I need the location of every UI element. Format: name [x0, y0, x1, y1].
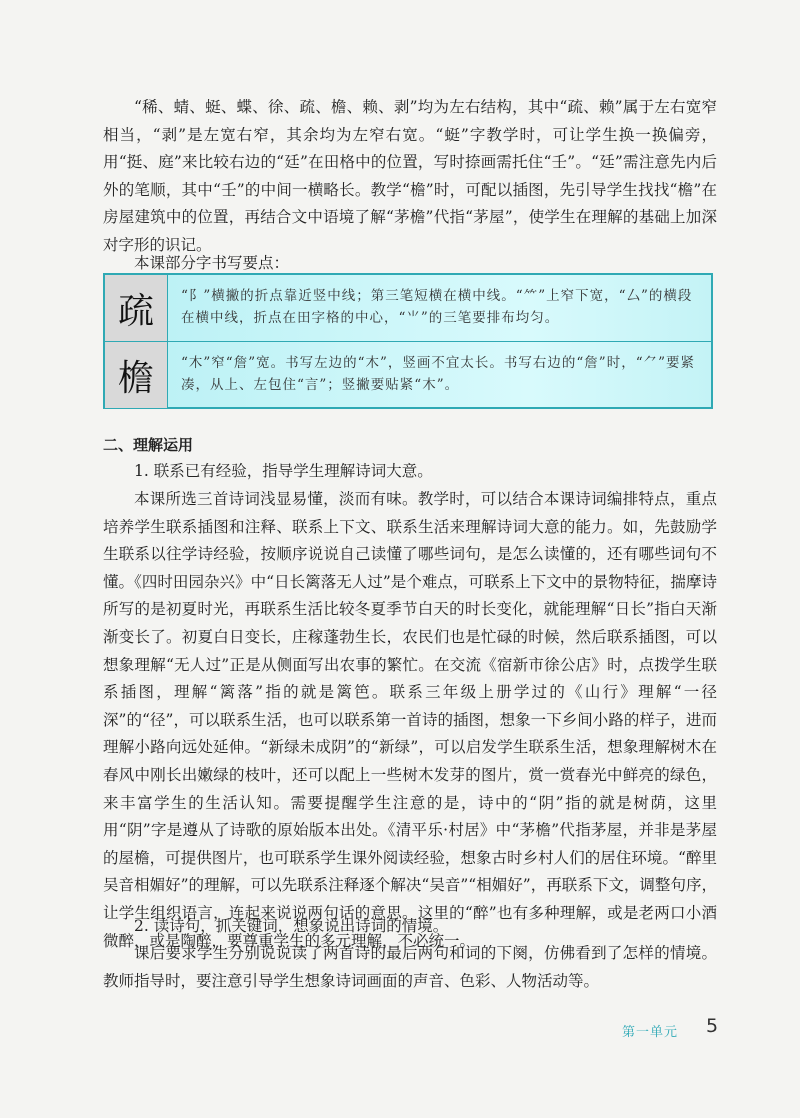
- character-cell: 檐: [105, 342, 168, 408]
- section-heading: 二、理解运用: [103, 436, 194, 454]
- page-number: 5: [706, 1015, 719, 1037]
- item-body: 课后要求学生分别说说读了两首诗的最后两句和词的下阕，仿佛看到了怎样的情境。教师指导时，要注意引导学生想象诗词画面的声音、色彩、人物活动等。: [103, 944, 717, 990]
- table-row: [105, 275, 711, 342]
- writing-note: “⻖”横撇的折点靠近竖中线；第三笔短横在横中线。“⺮”上窄下宽，“厶”的横段在横中线，折点在田字格的中心，“⺌”的三笔要排布均匀。: [181, 288, 693, 326]
- item-title: 2. 读诗句，抓关键词，想象说出诗词的情境。: [134, 917, 449, 935]
- unit-label: 第一单元: [622, 1025, 679, 1040]
- writing-note: “木”窄“詹”宽。书写左边的“木”，竖画不宜太长。书写右边的“詹”时，“⺈”要紧凑，从上、左包住“言”；竖撇要贴紧“木”。: [181, 355, 696, 393]
- item-body: 本课所选三首诗词浅显易懂，淡而有味。教学时，可以结合本课诗词编排特点，重点培养学生联系插图和注释、联系上下文、联系生活来理解诗词大意的能力。如，先鼓励学生联系以往学诗经验，按顺序说说自己读懂了哪些词句，是怎么读懂的，还有哪些词句不懂。《四时田园杂兴》中“日长篱落无人过”是个难点，可联系上下文中的景物特征，揣摩诗所写的是初夏时光，再联系生活比较冬夏季节白天的时长变化，就能理解“日长”指白天渐渐变长了。初夏白日变长，庄稼蓬勃生长，农民们也是忙碌的时候，然后联系插图，可以想象理解“无人过”正是从侧面写出农事的繁忙。在交流《宿新市徐公店》时，点拨学生联系插图，理解“篱落”指的就是篱笆。联系三年级上册学过的《山行》理解“一径深”的“径”，可以联系生活，也可以联系第一首诗的插图，想象一下乡间小路的样子，进而理解小路向远处延伸。“新绿未成阴”的“新绿”，可以启发学生联系生活，想象理解树木在春风中刚长出嫩绿的枝叶，还可以配上一些树木发芽的图片，赏一赏春光中鲜亮的绿色，来丰富学生的生活认知。需要提醒学生注意的是，诗中的“阴”指的就是树荫，这里用“阴”字是遵从了诗歌的原始版本出处。《清平乐·村居》中“茅檐”代指茅屋，并非是茅屋的屋檐，可提供图片，也可联系学生课外阅读经验，想象古时乡村人们的居住环境。“醉里吴音相媚好”的理解，可以先联系注释逐个解决“吴音”“相媚好”，再联系下文，调整句序，让学生组织语言，连起来说说两句话的意思。这里的“醉”也有多种理解，或是老两口小酒微醉，或是陶醉，要尊重学生的多元理解，不必统一。: [103, 490, 717, 950]
- item-title: 1. 联系已有经验，指导学生理解诗词大意。: [134, 462, 433, 480]
- character-cell: 疏: [105, 275, 168, 341]
- writing-points-table: [103, 273, 713, 409]
- table-row: [105, 342, 711, 408]
- paragraph-writing-points-intro: 本课部分字书写要点：: [134, 254, 290, 272]
- paragraph-character-structure: “稀、蜻、蜓、蝶、徐、疏、檐、赖、剥”均为左右结构，其中“疏、赖”属于左右宽窄相当，“剥”是左宽右窄，其余均为左窄右宽。“蜓”字教学时，可让学生换一换偏旁，用“挺、庭”来比较右边的“廷”在田格中的位置，写时捺画需托住“壬”。“廷”需注意先内后外的笔顺，其中“壬”的中间一横略长。教学“檐”时，可配以插图，先引导学生找找“檐”在房屋建筑中的位置，再结合文中语境了解“茅檐”代指“茅屋”，使学生在理解的基础上加深对字形的识记。: [103, 98, 717, 254]
